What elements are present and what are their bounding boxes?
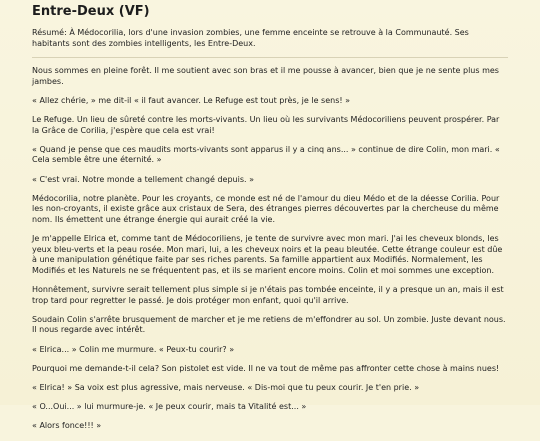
story-paragraph: Nous sommes en pleine forêt. Il me soutient avec son bras et il me pousse à avancer, bien que je ne sente plus mes jambes. [32,66,499,86]
story-paragraph: « Alors fonce!!! » [32,421,102,431]
story-body [32,66,508,432]
story-paragraph: Honnêtement, survivre serait tellement plus simple si je n'étais pas tombée enceinte, il y a presque un an, mais il est trop tard pour regretter le passé. Je dois protéger mon enfant, quoi qu'il arrive. [32,285,504,305]
story-paragraph: Soudain Colin s'arrête brusquement de marcher et je me retiens de m'effondrer au sol. Un zombie. Juste devant nous. Il nous regarde avec intérêt. [32,314,506,335]
story-paragraph: Pourquoi me demande-t-il cela? Son pistolet est vide. Il ne va tout de même pas affronter cette chose à mains nues! [32,363,500,373]
document-content [32,4,508,441]
story-paragraph: « Elrica! » Sa voix est plus agressive, mais nerveuse. « Dis-moi que tu peux courir. Je t'en prie. » [32,383,420,392]
story-paragraph: « O...Oui... » lui murmure-je. « Je peux courir, mais ta Vitalité est... » [32,402,307,412]
document-summary: Résumé: À Médocorilia, lors d'une invasion zombies, une femme enceinte se retrouve à la Communauté. Ses habitants sont des zombies intelligents, les Entre-Deux. [32,28,469,48]
story-paragraph: « C'est vrai. Notre monde a tellement changé depuis. » [32,174,254,184]
summary-divider [32,57,508,58]
document-title: Entre-Deux (VF) [32,4,150,19]
story-paragraph: « Elrica... » Colin me murmure. « Peux-tu courir? » [32,344,235,354]
story-paragraph: Le Refuge. Un lieu de sûreté contre les morts-vivants. Un lieu où les survivants Médocoriliens peuvent prospérer. Par la Grâce de Corilia, j'espère que cela est vrai! [32,114,500,135]
story-paragraph: « Allez chérie, » me dit-il « il faut avancer. Le Refuge est tout près, je le sens! » [32,95,350,105]
story-paragraph: Médocorilia, notre planète. Pour les croyants, ce monde est né de l'amour du dieu Médo et de la déesse Corilia. Pour les non-croyants, il existe grâce aux cristaux de Sera, des étranges pierres découvertes par la chercheuse du même nom. Ils émettent une étrange énergie qui aurait créé la vie. [32,193,500,224]
story-paragraph: Je m'appelle Elrica et, comme tant de Médocoriliens, je tente de survivre avec mon mari. J'ai les cheveux blonds, les yeux bleu-verts et la peau rosée. Mon mari, lui, a les cheveux noirs et la peau bleutée. Cette étrange couleur est dûe à une manipulation génétique faite par ses riches parents. Sa famille appartient aux Modifiés. Normalement, les Modifiés et les Naturels ne se fréquentent pas, et ils se marient encore moins. Colin et moi sommes une exception. [32,234,503,275]
story-paragraph: « Quand je pense que ces maudits morts-vivants sont apparus il y a cinq ans... » continue de dire Colin, mon mari. « Cela semble être une éternité. » [32,144,500,165]
